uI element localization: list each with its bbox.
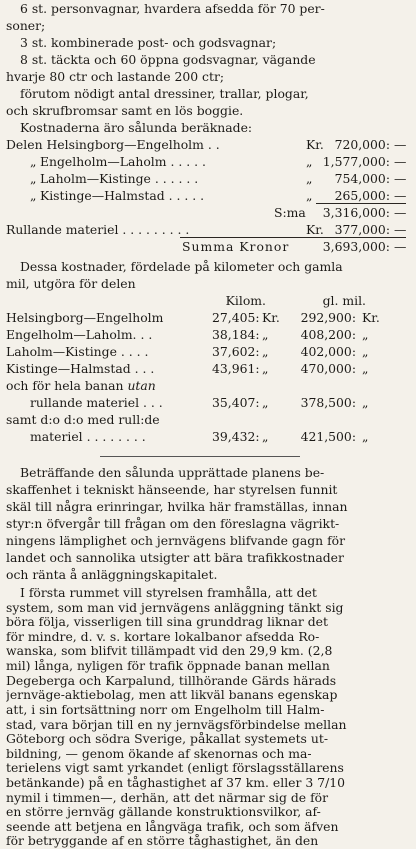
row-km: 37,602: <box>212 344 260 359</box>
text-line: och ränta å anläggningskapitalet. <box>6 567 218 582</box>
text-line: I första rummet vill styrelsen framhålla, att det <box>20 586 317 600</box>
text-line: en större jernväg gällande konstruktionsvilkor, af- <box>6 805 321 820</box>
text-line: 6 st. personvagnar, hvardera afsedda för 70 per- <box>20 1 325 16</box>
cost-label: Laholm—Kistinge . . . . . . <box>39 171 199 186</box>
text-line: ningens lämplighet och jernvägens blifvande gagn för <box>6 533 346 548</box>
text-line: Beträffande den sålunda upprättade planens be- <box>20 465 325 480</box>
cost-prefix: „ <box>30 154 37 169</box>
cost-amount: 754,000: <box>334 171 390 186</box>
text-line: för betryggande af en större tåghastighet, än den <box>6 834 319 849</box>
row-km-unit: „ <box>262 344 269 359</box>
table-row-label: samt d:o d:o med rull:de <box>6 412 160 427</box>
subtotal-label: S:ma <box>274 205 306 220</box>
cost-dash: — <box>394 188 407 203</box>
row-mil: 470,000: <box>300 361 356 376</box>
cost-prefix: Delen <box>6 137 43 152</box>
row-km: 38,184: <box>212 327 260 342</box>
text-line: nymil i timmen—, derhän, att det närmar sig de för <box>6 790 329 805</box>
text-line: 8 st. täckta och 60 öppna godsvagnar, vägande <box>20 52 316 67</box>
cost-label: Helsingborg—Engelholm . . <box>46 137 220 152</box>
row-label: Kistinge—Halmstad . . . <box>6 361 155 376</box>
row-km: 35,407: <box>212 395 260 410</box>
cost-heading: Kostnaderna äro sålunda beräknade: <box>20 120 253 135</box>
row-label: Engelholm—Laholm. . . <box>6 327 153 342</box>
text-line: Degeberga och Karpalund, tillhörande Gärds härads <box>6 673 337 688</box>
text-line: wanska, som blifvit tillämpadt vid den 29,9 km. (2,8 <box>6 644 333 659</box>
row-mil: 421,500: <box>300 429 356 444</box>
row-label: rullande materiel . . . <box>30 395 163 410</box>
table-row <box>6 360 408 377</box>
table-row <box>6 309 408 326</box>
subtotal-row <box>6 204 408 221</box>
text-line: Göteborg och södra Sverige, påkallat systemets ut- <box>6 732 328 747</box>
cost-prefix: „ <box>30 188 37 203</box>
row-km: 39,432: <box>212 429 260 444</box>
total-row <box>6 238 408 255</box>
text-line: system, som man vid jernvägens anläggning tänkt sig <box>6 600 344 615</box>
row-km-unit: „ <box>262 361 269 376</box>
row-mil: 292,900: <box>300 310 356 325</box>
row-mil-unit: „ <box>362 429 369 444</box>
subtotal-amount: 3,316,000: <box>322 205 390 220</box>
row-km-unit: „ <box>262 429 269 444</box>
table-row <box>6 428 408 445</box>
cost-dash: — <box>394 171 407 186</box>
text-line: soner; <box>6 18 46 33</box>
cost-row <box>6 187 408 204</box>
row-mil-unit: „ <box>362 344 369 359</box>
row-label: Laholm—Kistinge . . . . <box>6 344 149 359</box>
row-km-unit: „ <box>262 395 269 410</box>
row-km: 43,961: <box>212 361 260 376</box>
cost-row <box>6 170 408 187</box>
text-line: för mindre, d. v. s. kortare lokalbanor afsedda Ro- <box>6 629 320 644</box>
rolling-amount: 377,000: <box>334 222 390 237</box>
cost-label: Engelholm—Laholm . . . . . <box>39 154 206 169</box>
table-row-label <box>6 377 408 394</box>
subtotal-dash: — <box>394 205 407 220</box>
rolling-stock-row <box>6 221 408 238</box>
text-line: bildning, — genom ökande af skenornas och ma- <box>6 746 312 761</box>
rolling-label: Rullande materiel . . . . . . . . . <box>6 222 190 237</box>
table-row <box>6 394 408 411</box>
row-mil: 402,000: <box>300 344 356 359</box>
text-line: att, i sin fortsättning norr om Engelholm till Halm- <box>6 702 325 717</box>
cost-currency: „ <box>306 171 313 186</box>
text-line: seende att betjena en långväga trafik, och som äfven <box>6 819 339 834</box>
total-dash: — <box>394 239 407 254</box>
row-km-unit: Kr. <box>262 310 280 325</box>
row-mil-unit: „ <box>362 327 369 342</box>
cost-row <box>6 136 408 153</box>
text-line: skäl till några erinringar, hvilka här framställas, innan <box>6 499 348 514</box>
section-divider <box>100 456 300 457</box>
without-label-em: utan <box>127 378 156 393</box>
row-km: 27,405: <box>212 310 260 325</box>
row-mil: 408,200: <box>300 327 356 342</box>
text-line: jernväge-aktiebolag, men att likväl banans egenskap <box>6 688 338 703</box>
table-row <box>6 343 408 360</box>
rolling-currency: Kr. <box>306 222 324 237</box>
cost-amount: 1,577,000: <box>322 154 390 169</box>
text-line: böra följa, visserligen till sina grunddrag liknar det <box>6 615 328 630</box>
table-row <box>6 326 408 343</box>
table-header <box>6 292 408 309</box>
without-label-a: och för hela banan <box>6 378 128 393</box>
header-mil: gl. mil. <box>322 293 366 308</box>
row-mil: 378,500: <box>300 395 356 410</box>
text-line: stad, vara början till en ny jernvägsförbindelse mellan <box>6 717 347 732</box>
text-line: förutom nödigt antal dressiner, trallar, plogar, <box>20 86 309 101</box>
row-label: materiel . . . . . . . . <box>30 429 146 444</box>
cost-dash: — <box>394 137 407 152</box>
row-mil-unit: Kr. <box>362 310 380 325</box>
cost-dash: — <box>394 154 407 169</box>
total-label: Summa Kronor <box>182 239 290 254</box>
cost-row <box>6 153 408 170</box>
text-line: hvarje 80 ctr och lastande 200 ctr; <box>6 69 225 84</box>
text-line: betänkande) på en tåghastighet af 37 km. eller 3 7/10 <box>6 775 346 790</box>
row-km-unit: „ <box>262 327 269 342</box>
row-label: Helsingborg—Engelholm <box>6 310 164 325</box>
text-line: styr:n öfvergår till frågan om den föreslagna vägrikt- <box>6 516 340 531</box>
text-line: landet och sannolika utsigter att bära trafikkostnader <box>6 550 344 565</box>
text-line: och skrufbromsar samt en lös boggie. <box>6 103 244 118</box>
cost-amount: 265,000: <box>334 188 390 203</box>
cost-currency: Kr. <box>306 137 324 152</box>
cost-currency: „ <box>306 188 313 203</box>
row-mil-unit: „ <box>362 361 369 376</box>
rolling-dash: — <box>394 222 407 237</box>
row-mil-unit: „ <box>362 395 369 410</box>
cost-label: Kistinge—Halmstad . . . . . <box>39 188 205 203</box>
text-line: terielens vigt samt yrkandet (enligt förslagsställarens <box>6 761 344 776</box>
cost-prefix: „ <box>30 171 37 186</box>
text-line: 3 st. kombinerade post- och godsvagnar; <box>20 35 277 50</box>
text-line: skaffenhet i tekniskt hänseende, har styrelsen funnit <box>6 482 338 497</box>
total-amount: 3,693,000: <box>322 239 390 254</box>
cost-currency: „ <box>306 154 313 169</box>
header-kilom: Kilom. <box>225 293 266 308</box>
text-line: Dessa kostnader, fördelade på kilometer och gamla <box>20 259 343 274</box>
text-line: mil) långa, nyligen för trafik öppnade banan mellan <box>6 659 330 674</box>
text-line: mil, utgöra för delen <box>6 276 136 291</box>
cost-amount: 720,000: <box>334 137 390 152</box>
